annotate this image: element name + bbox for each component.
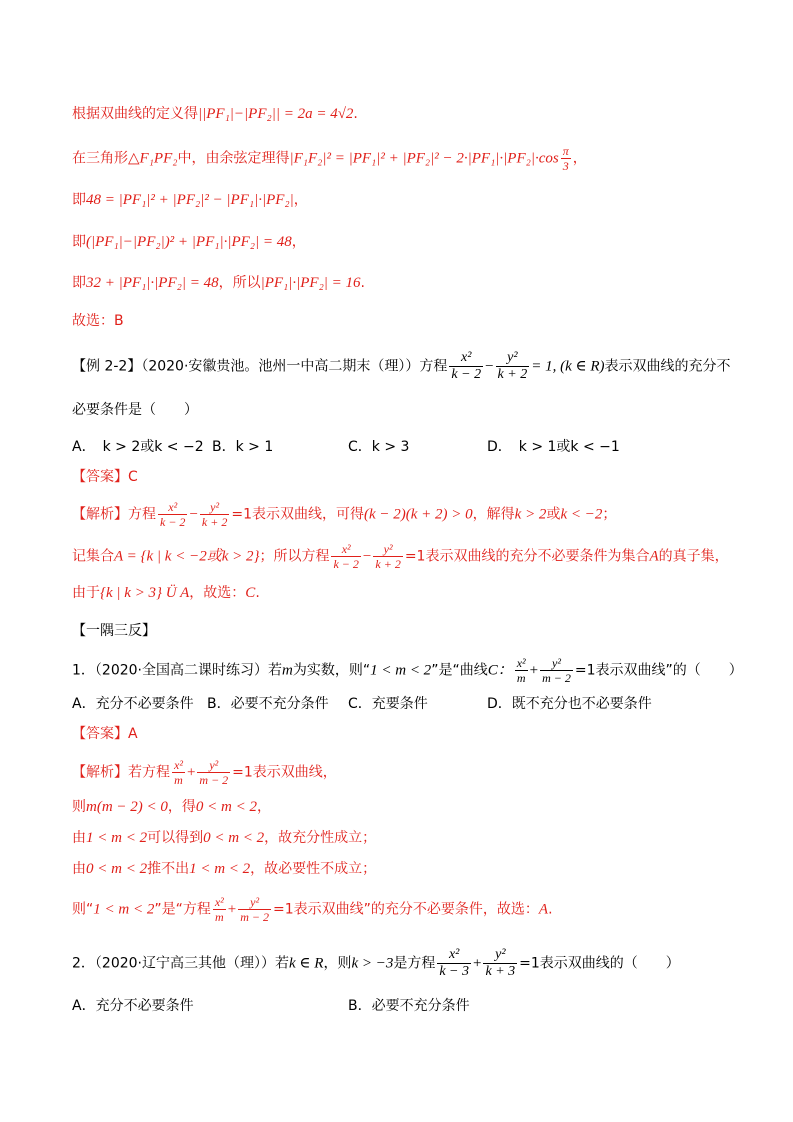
fraction: [437, 947, 471, 980]
solution-line-definition: [72, 104, 753, 124]
q2-option-a[interactable]: A．充分不必要条件: [72, 998, 194, 1014]
solution-line-result: [72, 273, 753, 293]
denominator: k + 2: [497, 367, 528, 382]
operator: +: [227, 901, 237, 918]
text: 的真子集，: [658, 548, 729, 565]
analysis-line-3: [72, 583, 753, 603]
formula: k > 2: [514, 506, 547, 523]
formula: {k | k > 3} Ü A: [100, 585, 190, 601]
denominator: k − 2: [333, 557, 359, 571]
text: 即: [72, 192, 86, 208]
operator: −: [189, 506, 198, 523]
formula: |PF₁|·|PF₂| = 16: [260, 275, 361, 291]
section-heading: 【一隅三反】: [72, 623, 156, 639]
numerator: x²: [437, 947, 471, 964]
text: 推不出: [147, 861, 190, 877]
denominator: k + 3: [485, 964, 516, 979]
operator: +: [529, 662, 539, 679]
numerator: x²: [331, 542, 360, 557]
formula: |F₁F₂|² = |PF₁|² + |PF₂|² − 2·|PF₁|·|PF₂|·cos: [289, 150, 559, 167]
formula: A: [538, 901, 549, 918]
operator: −: [485, 358, 494, 375]
denominator: m − 2: [199, 773, 229, 787]
example-question-cont: 必要条件是（ ）: [72, 402, 198, 418]
text: .: [548, 901, 553, 918]
fraction: [331, 542, 360, 571]
numerator: π: [562, 144, 569, 158]
formula: k > −3: [351, 955, 394, 972]
q1-option-a[interactable]: A．充分不必要条件: [72, 696, 194, 712]
text: ”是“方程: [154, 901, 211, 918]
text: 即: [72, 234, 86, 250]
q1-analysis-2: [72, 797, 753, 817]
formula: ||PF₁|−|PF₂|| = 2a = 4√2: [198, 106, 354, 122]
text: 由: [72, 861, 86, 877]
text: =1表示双曲线的充分不必要条件为集合: [404, 548, 650, 565]
numerator: x²: [449, 350, 483, 367]
text: =1表示双曲线”的（ ）: [574, 662, 743, 679]
numerator: y²: [373, 542, 402, 557]
solution-line-cosine-law: [72, 144, 753, 173]
formula: k ∈ R: [289, 955, 324, 972]
text: 【解析】方程: [72, 506, 156, 523]
formula: 1 < m < 2: [86, 830, 148, 846]
formula: 1 < m < 2: [189, 861, 251, 877]
text: ，: [291, 234, 306, 250]
text: ，: [256, 799, 271, 815]
text: ；所以方程: [259, 548, 330, 565]
q1-option-c[interactable]: C．充要条件: [348, 696, 428, 712]
fraction: [197, 758, 230, 787]
q1-option-b[interactable]: B．必要不充分条件: [207, 696, 329, 712]
text: ，则: [323, 955, 352, 972]
denominator: m − 2: [240, 910, 270, 924]
text: ，故充分性成立；: [264, 830, 377, 846]
fraction: [483, 947, 517, 980]
text: 在三角形: [72, 150, 128, 167]
q2-option-b[interactable]: B．必要不充分条件: [348, 998, 470, 1014]
text: ，得: [167, 799, 196, 815]
text: 中，由余弦定理得: [177, 150, 290, 167]
denominator: m − 2: [542, 671, 571, 685]
text: =1表示双曲线的（ ）: [519, 955, 680, 972]
text: 2．（2020·辽宁高三其他（理））若: [72, 955, 289, 972]
option-a[interactable]: A． k > 2或k < −2: [72, 439, 204, 455]
denominator: m: [174, 773, 183, 787]
numerator: x²: [158, 500, 187, 515]
text: 则: [72, 799, 86, 815]
formula: 0 < m < 2: [203, 830, 265, 846]
numerator: x²: [214, 895, 224, 909]
text: 由于: [72, 585, 100, 601]
text: ，: [572, 150, 587, 167]
formula: A = {k | k < −2或k > 2}: [114, 548, 260, 565]
answer-label: 【答案】A: [72, 726, 138, 742]
formula: 1 < m < 2: [370, 662, 432, 679]
denominator: k − 2: [160, 515, 186, 529]
fraction: [449, 350, 483, 383]
text: 或: [546, 506, 561, 523]
numerator: y²: [200, 500, 229, 515]
fraction: [515, 656, 528, 685]
fraction: [496, 350, 530, 383]
fraction: [540, 656, 573, 685]
denominator: k − 2: [451, 367, 482, 382]
text: 根据双曲线的定义得: [72, 106, 198, 122]
text: 1．（2020·全国高二课时练习）若: [72, 662, 282, 679]
option-b[interactable]: B．k > 1: [212, 439, 274, 455]
numerator: y²: [496, 350, 530, 367]
q1-analysis-5: [72, 895, 753, 924]
analysis-line-2: [72, 542, 753, 571]
solution-line-square: [72, 232, 753, 252]
answer-label: 【答案】C: [72, 469, 138, 485]
text: ，: [293, 192, 308, 208]
q1-analysis-4: [72, 859, 753, 879]
numerator: y²: [483, 947, 517, 964]
formula: △F₁PF₂: [128, 150, 178, 167]
formula: = 1, (k ∈ R): [531, 358, 605, 375]
fraction: [373, 542, 402, 571]
text: ，解得: [472, 506, 515, 523]
formula: C：: [487, 662, 513, 679]
numerator: y²: [238, 895, 271, 910]
formula: 32 + |PF₁|·|PF₂| = 48: [86, 275, 219, 291]
formula: (|PF₁|−|PF₂|)² + |PF₁|·|PF₂| = 48: [86, 234, 292, 250]
analysis-line-1: [72, 500, 753, 529]
question-1: [72, 656, 753, 685]
formula: C: [245, 585, 256, 601]
fraction: [158, 500, 187, 529]
text: 则“: [72, 901, 94, 918]
text: =1表示双曲线”的充分不必要条件，故选：: [273, 901, 539, 918]
text: 可以得到: [147, 830, 204, 846]
text: 由: [72, 830, 86, 846]
option-d[interactable]: D． k > 1或k < −1: [487, 439, 620, 455]
text: 【例 2-2】（2020·安徽贵池。池州一中高二期末（理））方程: [72, 358, 448, 375]
option-c[interactable]: C．k > 3: [348, 439, 410, 455]
text: ；: [602, 506, 617, 523]
denominator: k + 2: [375, 557, 401, 571]
text: =1表示双曲线，可得: [231, 506, 364, 523]
text: .: [353, 106, 358, 122]
fraction: [172, 758, 185, 787]
question-2: [72, 947, 753, 980]
fraction: [238, 895, 271, 924]
formula: A: [649, 548, 659, 565]
text: 表示双曲线的充分不: [604, 358, 731, 375]
formula: 1 < m < 2: [93, 901, 155, 918]
formula: 0 < m < 2: [86, 861, 148, 877]
q1-analysis-3: [72, 828, 753, 848]
numerator: x²: [174, 758, 183, 772]
numerator: y²: [540, 656, 573, 671]
formula: 48 = |PF₁|² + |PF₂|² − |PF₁|·|PF₂|: [86, 192, 294, 208]
q1-analysis-1: [72, 758, 753, 787]
denominator: m: [214, 910, 224, 924]
fraction-pi-over-3: [561, 144, 571, 173]
formula: 0 < m < 2: [195, 799, 257, 815]
text: =1表示双曲线，: [232, 764, 337, 781]
operator: +: [473, 955, 482, 972]
fraction: [200, 500, 229, 529]
text: ”是“曲线: [431, 662, 488, 679]
text: 【解析】若方程: [72, 764, 170, 781]
formula: m: [282, 662, 293, 679]
q1-option-d[interactable]: D．既不充分也不必要条件: [487, 696, 652, 712]
answer-choice-b: 故选：B: [72, 313, 124, 329]
text: 即: [72, 275, 86, 291]
formula: (k − 2)(k + 2) > 0: [363, 506, 473, 523]
text: 是方程: [393, 955, 436, 972]
fraction: [213, 895, 226, 924]
numerator: y²: [197, 758, 230, 773]
text: .: [360, 275, 365, 291]
text: ，所以: [218, 275, 261, 291]
formula: k < −2: [560, 506, 603, 523]
formula: m(m − 2) < 0: [86, 799, 168, 815]
solution-line-48: [72, 190, 753, 210]
text: ，故必要性不成立；: [250, 861, 377, 877]
denominator: 3: [562, 159, 569, 173]
text: 记集合: [72, 548, 114, 565]
text: 为实数，则“: [292, 662, 371, 679]
numerator: x²: [516, 656, 526, 670]
denominator: k + 2: [201, 515, 228, 529]
denominator: m: [516, 671, 526, 685]
operator: +: [186, 764, 196, 781]
example-question: [72, 350, 753, 383]
denominator: k − 3: [439, 964, 470, 979]
text: .: [255, 585, 260, 601]
text: ，故选：: [189, 585, 246, 601]
operator: −: [362, 548, 372, 565]
